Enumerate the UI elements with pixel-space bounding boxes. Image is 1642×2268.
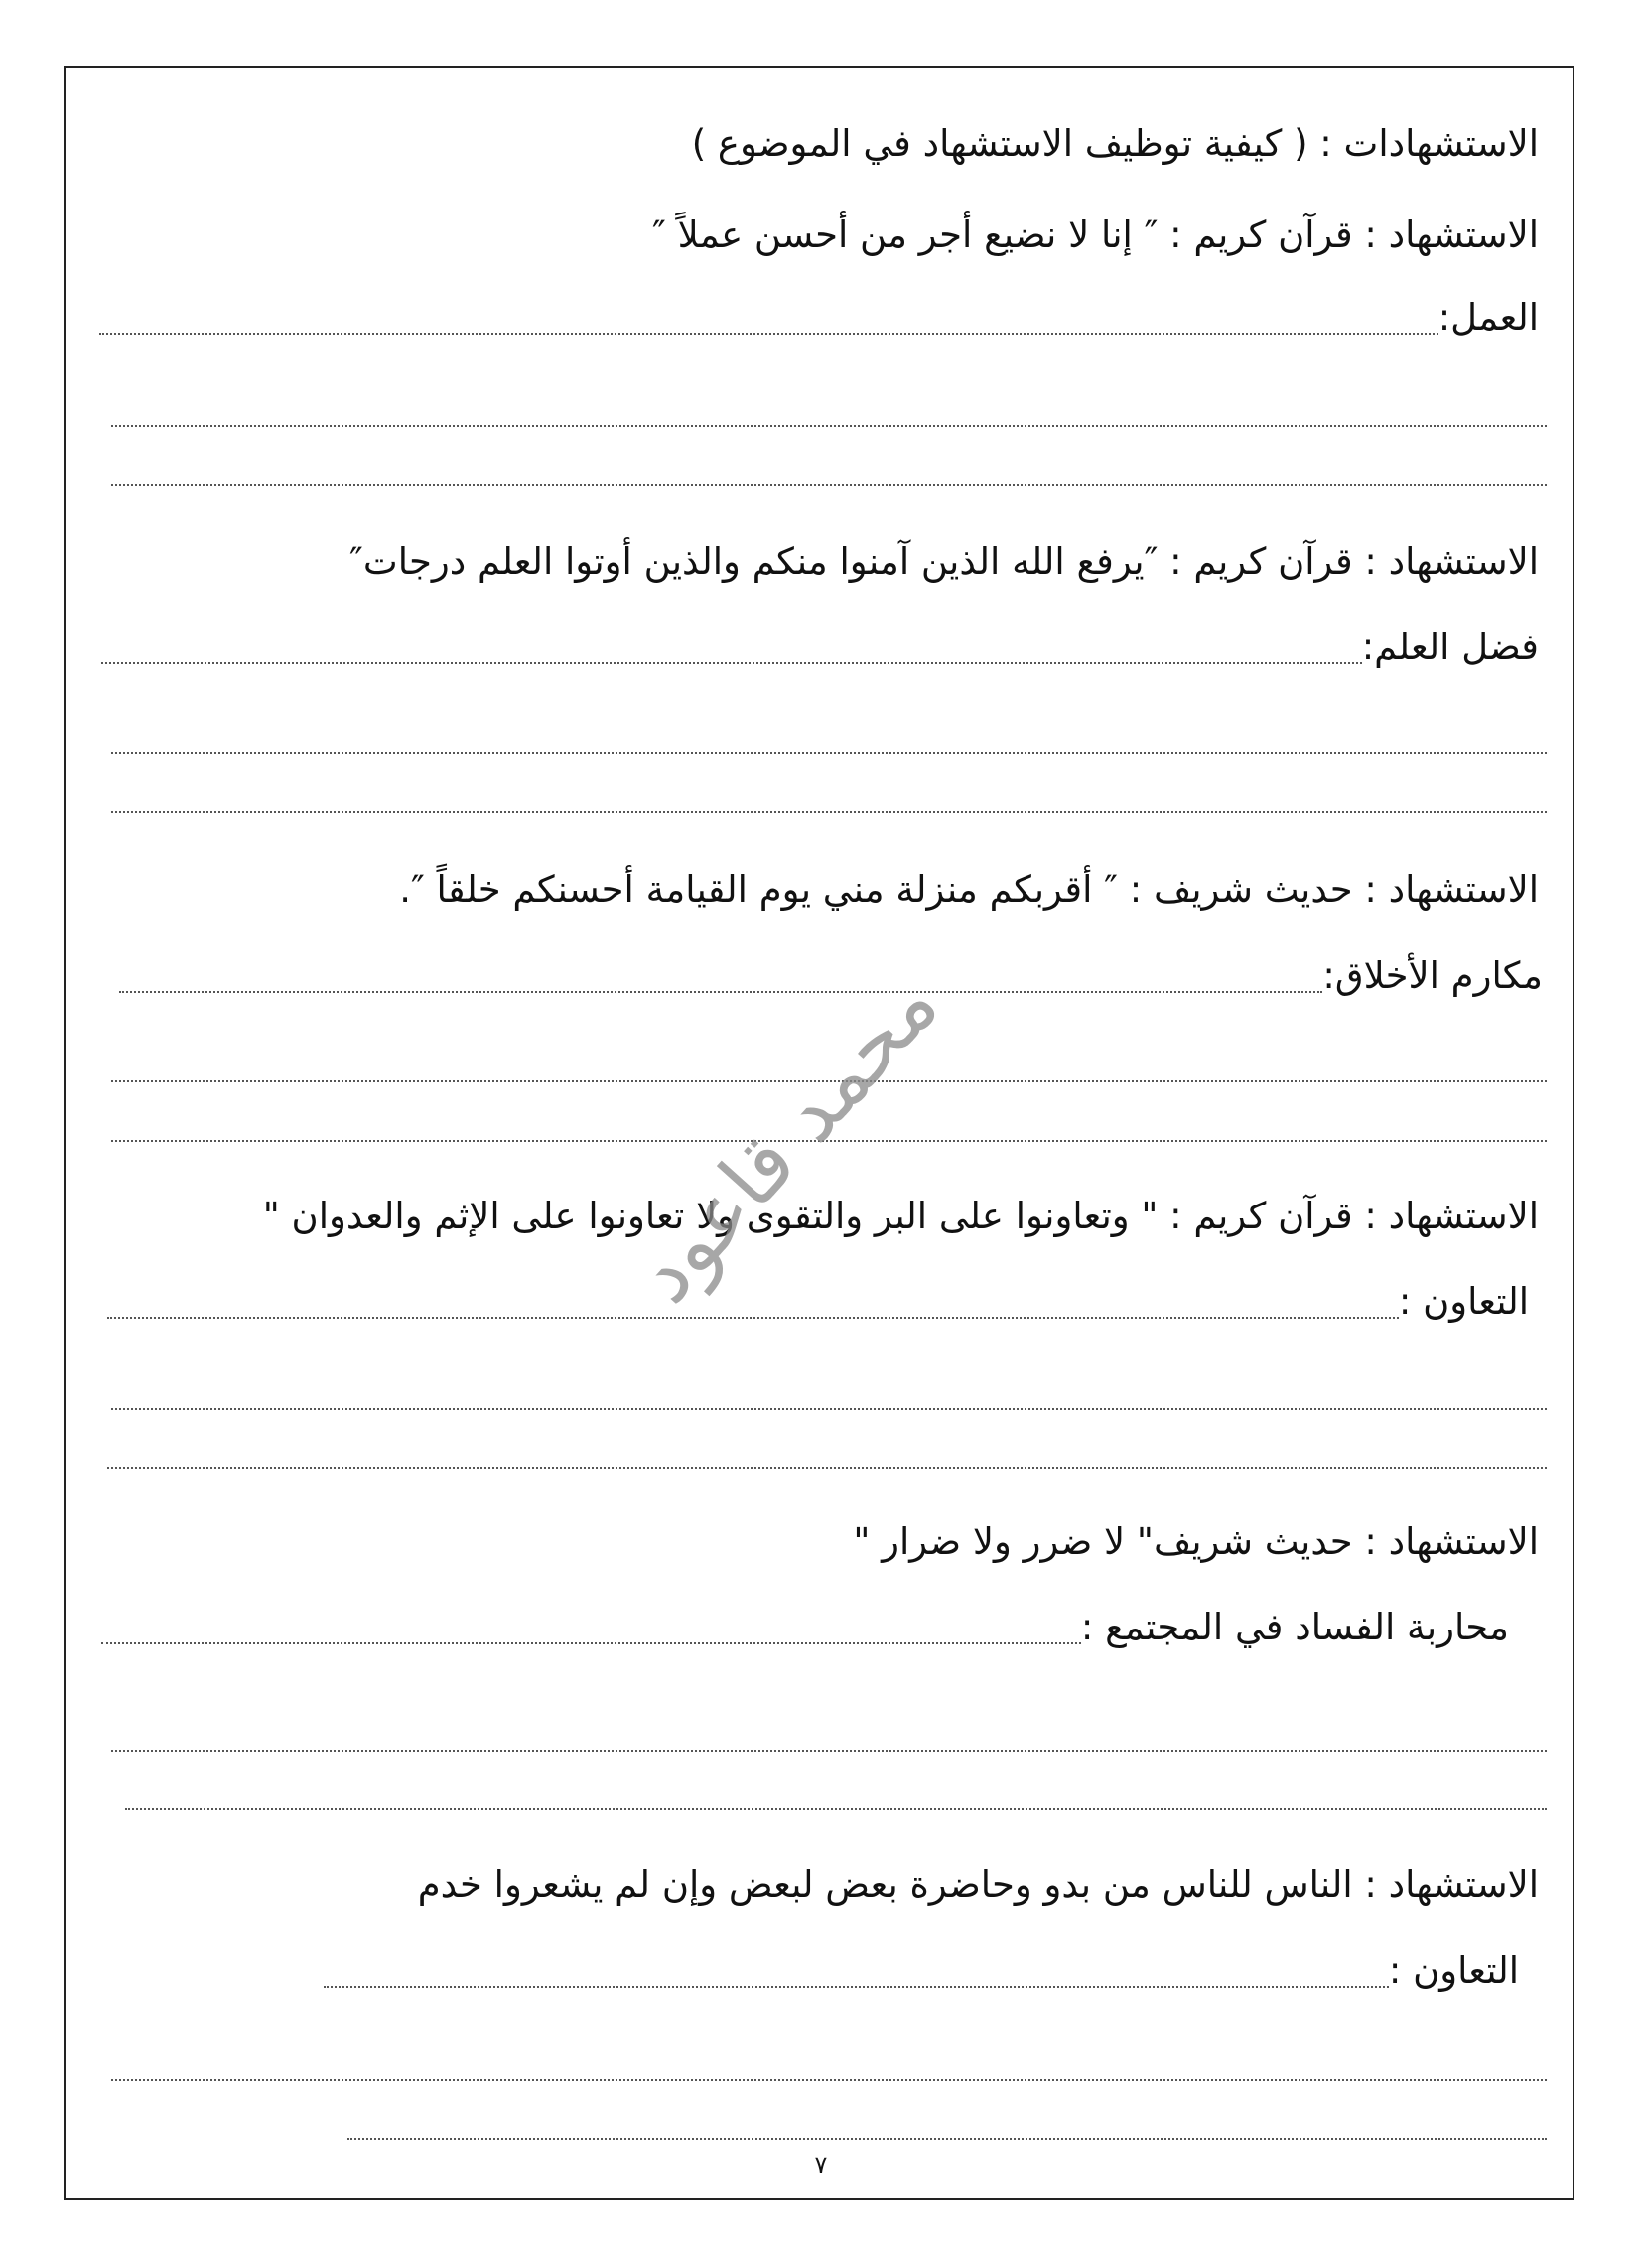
answer-label-5: محاربة الفساد في المجتمع : (1080, 1606, 1509, 1648)
page-heading: الاستشهادات : ( كيفية توظيف الاستشهاد في الموضوع ) (691, 122, 1539, 165)
answer-line[interactable] (101, 1641, 1081, 1644)
answer-line[interactable] (111, 425, 1547, 427)
answer-label-2: فضل العلم: (1361, 626, 1539, 668)
answer-line[interactable] (111, 1408, 1547, 1410)
answer-row-4 (107, 1277, 1529, 1327)
answer-label-4: التعاون : (1398, 1280, 1529, 1323)
answer-label-3: مكارم الأخلاق: (1322, 954, 1543, 997)
answer-line[interactable] (107, 1316, 1399, 1319)
answer-line[interactable] (101, 661, 1362, 664)
citation-5: الاستشهاد : حديث شريف" لا ضرر ولا ضرار " (853, 1520, 1539, 1563)
author-watermark: محمد قاعود (616, 958, 957, 1321)
answer-line[interactable] (347, 2138, 1547, 2140)
answer-row-5 (101, 1603, 1509, 1652)
answer-label-6: التعاون : (1388, 1949, 1519, 1992)
answer-label-1: العمل: (1437, 296, 1539, 339)
answer-line[interactable] (111, 1750, 1547, 1752)
citation-6: الاستشهاد : الناس للناس من بدو وحاضرة بعض لبعض وإن لم يشعروا خدم (417, 1863, 1539, 1906)
answer-row-1 (99, 293, 1539, 343)
answer-line[interactable] (111, 811, 1547, 813)
answer-line[interactable] (99, 332, 1438, 335)
citation-2: الاستشهاد : قرآن كريم : ″يرفع الله الذين آمنوا منكم والذين أوتوا العلم درجات″ (349, 540, 1539, 583)
citation-4: الاستشهاد : قرآن كريم : " وتعاونوا على البر والتقوى ولا تعاونوا على الإثم والعدوان " (262, 1195, 1539, 1237)
answer-line[interactable] (107, 1467, 1547, 1469)
answer-line[interactable] (125, 1808, 1547, 1810)
answer-row-6 (324, 1946, 1519, 1996)
page-number: ٧ (814, 2151, 828, 2179)
answer-line[interactable] (111, 2079, 1547, 2081)
answer-row-3 (119, 951, 1543, 1001)
answer-row-2 (101, 623, 1539, 672)
answer-line[interactable] (111, 484, 1547, 486)
citation-3: الاستشهاد : حديث شريف : ″ أقربكم منزلة مني يوم القيامة أحسنكم خلقاً ″. (399, 868, 1539, 911)
answer-line[interactable] (119, 990, 1322, 993)
answer-line[interactable] (111, 752, 1547, 754)
answer-line[interactable] (324, 1985, 1389, 1988)
citation-1: الاستشهاد : قرآن كريم : ″ إنا لا نضيع أجر من أحسن عملاً ″ (652, 213, 1539, 256)
